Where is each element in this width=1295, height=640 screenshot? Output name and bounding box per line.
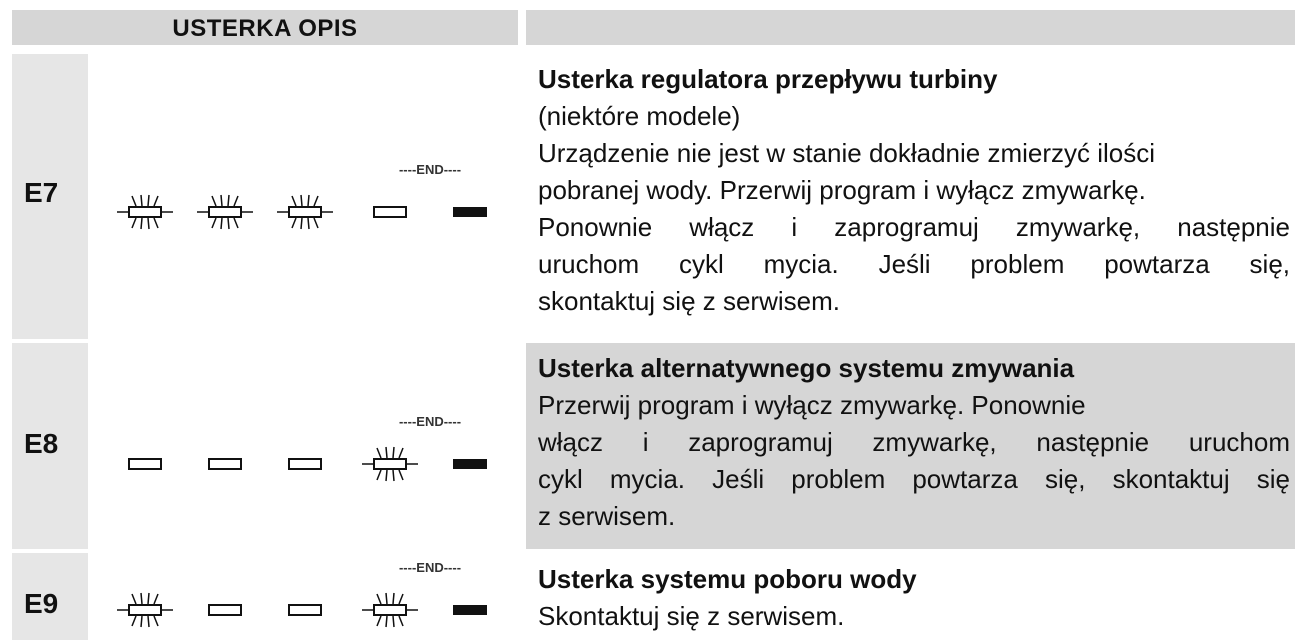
description-e7 <box>538 61 1290 320</box>
led-on-icon <box>453 605 487 615</box>
desc-line: z serwisem. <box>538 501 676 531</box>
end-label: ----END---- <box>398 162 462 177</box>
description-e9 <box>538 561 1290 635</box>
fault-title-e9: Usterka systemu poboru wody <box>538 564 917 594</box>
desc-line: (niektóre modele) <box>538 101 741 131</box>
led-on-icon <box>453 207 487 217</box>
led-off-icon <box>209 605 241 615</box>
fault-title-e8: Usterka alternatywnego systemu zmywania <box>538 353 1075 383</box>
led-flashing-icon <box>197 195 253 229</box>
desc-line: pobranej wody. Przerwij program i wyłącz zmywarkę. <box>538 175 1146 205</box>
led-off-icon <box>129 459 161 469</box>
led-off-icon <box>289 605 321 615</box>
led-flashing-icon <box>117 195 173 229</box>
led-flashing-icon <box>362 593 418 627</box>
end-label: ----END---- <box>398 414 462 429</box>
desc-line: Ponownie włącz i zaprogramuj zmywarkę, następnie <box>538 212 1290 242</box>
error-code-e9: E9 <box>24 588 59 619</box>
header-cell-right <box>526 10 1295 45</box>
led-flashing-icon <box>117 593 173 627</box>
description-e8 <box>538 350 1290 535</box>
desc-line: Przerwij program i wyłącz zmywarkę. Ponownie <box>538 390 1086 420</box>
table-header-title: USTERKA OPIS <box>172 15 358 42</box>
error-code-e7: E7 <box>24 177 59 208</box>
desc-line: skontaktuj się z serwisem. <box>538 286 840 316</box>
error-code-e8: E8 <box>24 428 59 459</box>
led-on-icon <box>453 459 487 469</box>
led-indicators-e8 <box>95 402 515 502</box>
desc-line: włącz i zaprogramuj zmywarkę, następnie uruchom <box>538 427 1290 457</box>
end-label: ----END---- <box>398 560 462 575</box>
desc-line: Urządzenie nie jest w stanie dokładnie zmierzyć ilości <box>538 138 1156 168</box>
header-cell-code-desc <box>12 10 518 45</box>
desc-line: uruchom cykl mycia. Jeśli problem powtarza się, <box>538 249 1290 279</box>
led-indicators-e7 <box>95 150 515 250</box>
led-flashing-icon <box>362 447 418 481</box>
desc-line: cykl mycia. Jeśli problem powtarza się, skontaktuj się <box>538 464 1290 494</box>
led-flashing-icon <box>277 195 333 229</box>
desc-line: Skontaktuj się z serwisem. <box>538 601 845 631</box>
led-indicators-e9 <box>95 560 515 640</box>
led-off-icon <box>209 459 241 469</box>
led-off-icon <box>289 459 321 469</box>
fault-title-e7: Usterka regulatora przepływu turbiny <box>538 64 998 94</box>
led-off-icon <box>374 207 406 217</box>
